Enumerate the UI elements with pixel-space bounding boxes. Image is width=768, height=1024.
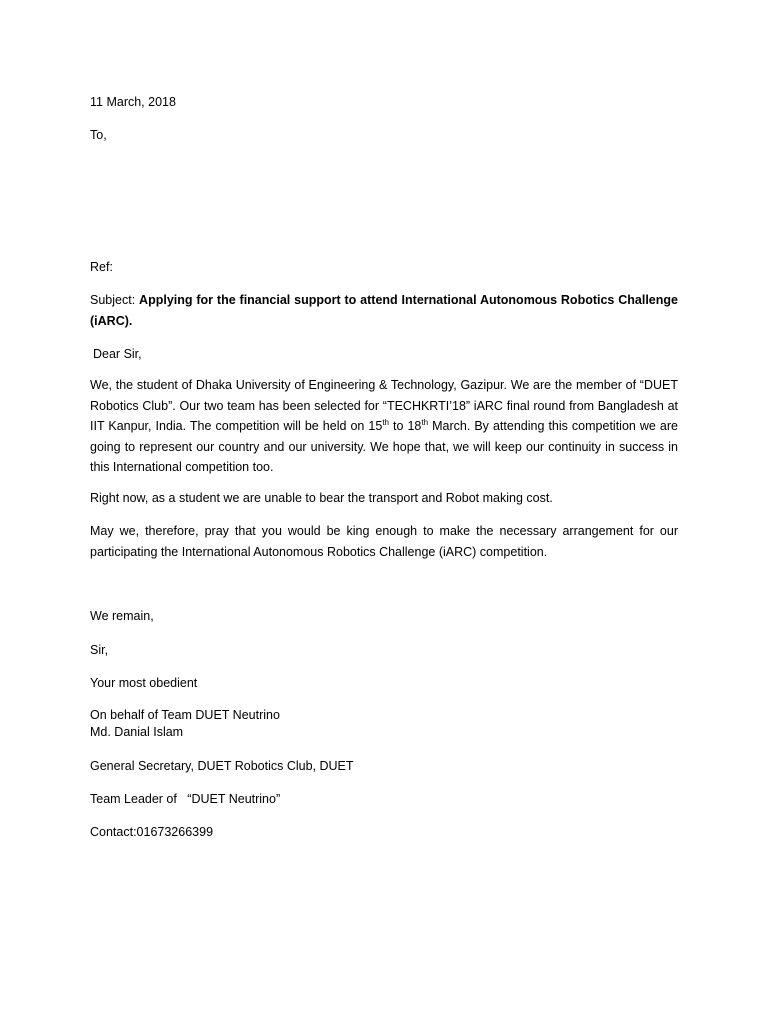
- ordinal-suffix-15: th: [382, 418, 389, 427]
- subject-line: [90, 290, 678, 331]
- ordinal-suffix-18: th: [421, 418, 429, 427]
- subject-label: Subject:: [90, 293, 136, 307]
- reference-line: Ref:: [90, 260, 113, 274]
- body-paragraph-3: May we, therefore, pray that you would be king enough to make the necessary arrangement for our participating the International Autonomous Robotics Challenge (iARC) competition.: [90, 524, 678, 559]
- subject-text: Applying for the financial support to attend International Autonomous Robotics Challenge (iARC).: [90, 293, 678, 328]
- signer-name: Md. Danial Islam: [90, 725, 184, 739]
- recipient-to: To,: [90, 128, 107, 142]
- body-paragraph-1: [90, 375, 678, 478]
- closing-obedient: Your most obedient: [90, 676, 198, 690]
- signature-block: [90, 707, 678, 741]
- closing-sir: Sir,: [90, 643, 109, 657]
- body-paragraph-2: Right now, as a student we are unable to bear the transport and Robot making cost.: [90, 491, 553, 505]
- salutation: Dear Sir,: [93, 347, 142, 361]
- on-behalf-line: On behalf of Team DUET Neutrino: [90, 708, 280, 722]
- team-leader-line: Team Leader of “DUET Neutrino”: [90, 792, 281, 806]
- body-1-text-b: to 18: [388, 419, 422, 433]
- closing-we-remain: We remain,: [90, 609, 154, 623]
- body-1-text-a: We, the student of Dhaka University of Engineering & Technology, Gazipur. We are the member of “DUET Robotics Club”. Our two team has been selected for “TECHKRTI’18” iARC final round from Bangladesh at IIT Kanpur, India. The competition will be held on 15: [90, 378, 678, 433]
- letter-date: 11 March, 2018: [90, 95, 176, 109]
- body-1-text-c: March. By attending this competition we are going to represent our country and our university. We hope that, we will keep our continuity in success in this International competition too.: [90, 419, 678, 474]
- contact-line: Contact:01673266399: [90, 825, 214, 839]
- signer-position: General Secretary, DUET Robotics Club, DUET: [90, 759, 354, 773]
